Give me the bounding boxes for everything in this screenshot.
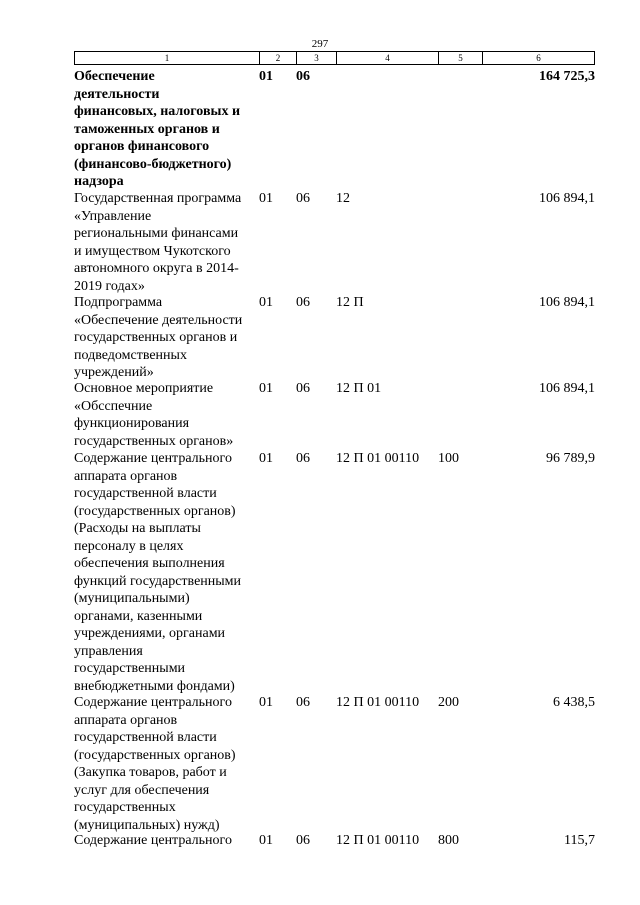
target-article-code: 12 П 01 00110 — [336, 695, 420, 710]
target-article-code: 12 — [336, 191, 350, 206]
amount: 106 894,1 — [539, 381, 595, 396]
row-description — [74, 832, 259, 850]
description-line: учреждениями, органами — [74, 626, 226, 641]
column-header-5: 5 — [439, 52, 483, 64]
subsection-code: 06 — [296, 295, 310, 310]
column-header-4: 4 — [337, 52, 439, 64]
description-line: (финансово-бюджетного) — [74, 156, 232, 172]
description-line: государственных — [74, 800, 176, 815]
description-line: финансовых, налоговых и — [74, 104, 241, 119]
description-line: учреждений» — [74, 365, 154, 380]
expense-type-code: 800 — [438, 833, 459, 848]
description-line: региональными финансами — [74, 226, 239, 241]
description-line: надзора — [74, 174, 124, 189]
amount: 115,7 — [564, 833, 595, 848]
description-line: «Обеспечение деятельности — [74, 312, 243, 328]
description-line: обеспечения выполнения — [74, 556, 225, 571]
description-line: Подпрограмма — [74, 295, 163, 310]
subsection-code: 06 — [296, 381, 310, 396]
amount: 6 438,5 — [553, 695, 595, 710]
table-header — [74, 51, 595, 65]
target-article-code: 12 П 01 00110 — [336, 451, 420, 466]
column-header-2: 2 — [260, 52, 297, 64]
description-line: (муниципальных) нужд) — [74, 817, 220, 833]
amount: 106 894,1 — [539, 295, 595, 310]
description-line: услуг для обеспечения — [74, 782, 210, 798]
description-line: подведомственных — [74, 347, 187, 363]
section-code: 01 — [259, 69, 273, 84]
description-line: персоналу в целях — [74, 538, 184, 554]
description-line: государственных органов и — [74, 330, 238, 345]
row-description — [74, 294, 259, 382]
description-line: и имуществом Чукотского — [74, 243, 231, 259]
section-code: 01 — [259, 833, 273, 848]
row-description — [74, 380, 259, 450]
description-line: деятельности — [74, 86, 160, 102]
description-line: Обеспечение — [74, 69, 155, 84]
column-header-1: 1 — [75, 52, 260, 64]
subsection-code: 06 — [296, 695, 310, 710]
description-line: органами, казенными — [74, 608, 203, 624]
subsection-code: 06 — [296, 69, 310, 84]
description-line: (государственных органов) — [74, 747, 236, 763]
description-line: Государственная программа — [74, 191, 242, 206]
amount: 96 789,9 — [546, 451, 595, 466]
description-line: Содержание центрального — [74, 695, 232, 710]
description-line: (государственных органов) — [74, 503, 236, 519]
description-line: «Обсспечние — [74, 398, 153, 414]
expense-type-code: 100 — [438, 451, 459, 466]
section-code: 01 — [259, 451, 273, 466]
column-header-3: 3 — [297, 52, 337, 64]
description-line: управления — [74, 643, 143, 659]
row-description — [74, 450, 259, 695]
description-line: Содержание центрального — [74, 833, 232, 848]
description-line: государственными — [74, 661, 186, 676]
description-line: государственной власти — [74, 730, 217, 745]
description-line: функций государственными — [74, 573, 242, 589]
description-line: автономного округа в 2014- — [74, 261, 239, 276]
description-line: (муниципальными) — [74, 591, 190, 606]
section-code: 01 — [259, 295, 273, 310]
description-line: Содержание центрального — [74, 451, 232, 466]
amount: 106 894,1 — [539, 191, 595, 206]
subsection-code: 06 — [296, 191, 310, 206]
description-line: аппарата органов — [74, 712, 178, 728]
description-line: таможенных органов и — [74, 121, 220, 137]
section-code: 01 — [259, 695, 273, 710]
description-line: «Управление — [74, 208, 152, 224]
page-number: 297 — [311, 38, 329, 50]
description-line: органов финансового — [74, 139, 210, 154]
row-description — [74, 694, 259, 834]
target-article-code: 12 П 01 — [336, 381, 382, 396]
target-article-code: 12 П — [336, 295, 364, 310]
amount: 164 725,3 — [539, 69, 595, 84]
description-line: функционирования — [74, 416, 190, 431]
description-line: государственных органов» — [74, 433, 234, 449]
description-line: аппарата органов — [74, 468, 178, 484]
description-line: (Закупка товаров, работ и — [74, 765, 227, 780]
target-article-code: 12 П 01 00110 — [336, 833, 420, 848]
subsection-code: 06 — [296, 451, 310, 466]
expense-type-code: 200 — [438, 695, 459, 710]
section-code: 01 — [259, 381, 273, 396]
row-description — [74, 68, 259, 191]
description-line: внебюджетными фондами) — [74, 678, 235, 694]
row-description — [74, 190, 259, 295]
description-line: (Расходы на выплаты — [74, 521, 201, 536]
description-line: 2019 годах» — [74, 278, 145, 294]
subsection-code: 06 — [296, 833, 310, 848]
description-line: государственной власти — [74, 486, 217, 501]
column-header-6: 6 — [536, 53, 541, 63]
section-code: 01 — [259, 191, 273, 206]
description-line: Основное мероприятие — [74, 381, 214, 396]
